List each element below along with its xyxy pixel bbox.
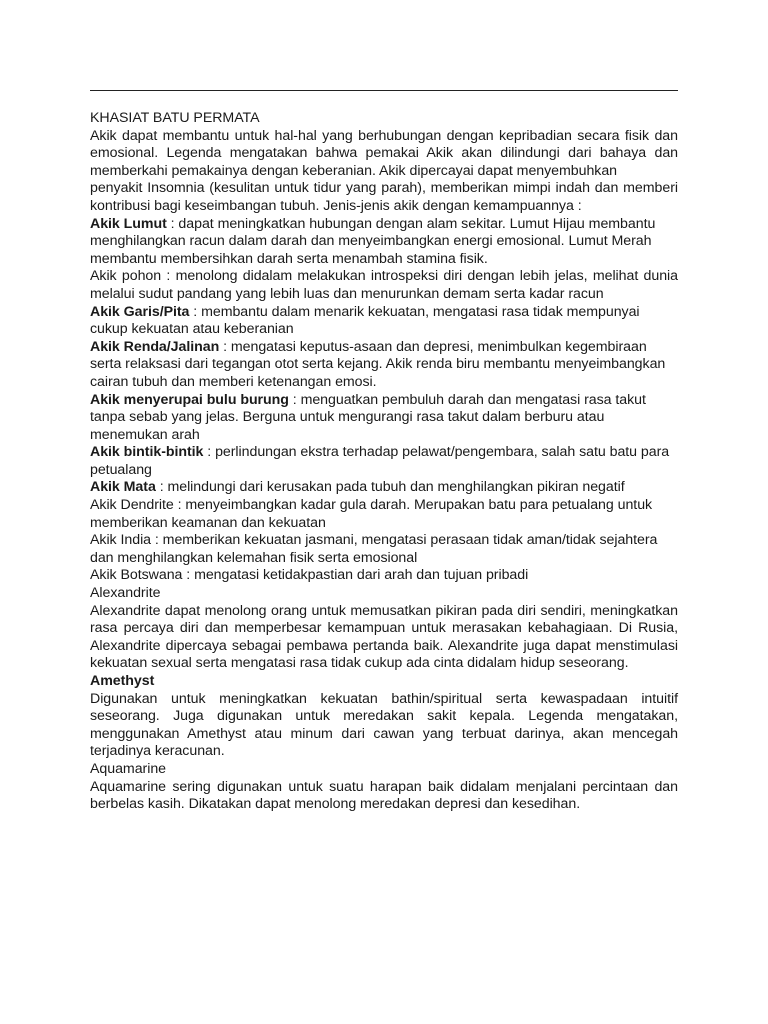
- paragraph-amethyst: Digunakan untuk meningkatkan kekuatan bathin/spiritual serta kewaspadaan intuitif seseorang. Juga digunakan untuk meredakan sakit kepala. Legenda mengatakan, menggunakan Amethyst atau minum dari cawan yang terbuat darinya, akan mencegah terjadinya keracunan.: [90, 690, 678, 760]
- paragraph-akik-bulu-burung: [90, 392, 678, 445]
- paragraph-akik-garis: [90, 304, 678, 339]
- term-akik-lumut: Akik Lumut: [90, 215, 167, 232]
- paragraph-akik-botswana: Akik Botswana : mengatasi ketidakpastian dari arah dan tujuan pribadi: [90, 567, 529, 584]
- desc-akik-mata: : melindungi dari kerusakan pada tubuh dan menghilangkan pikiran negatif: [155, 479, 625, 496]
- paragraph-akik-pohon: Akik pohon : menolong didalam melakukan introspeksi diri dengan lebih jelas, melihat dunia melalui sudut pandang yang lebih luas dan menurunkan demam serta kadar racun: [90, 268, 678, 302]
- term-akik-bulu-burung: Akik menyerupai bulu burung: [90, 391, 289, 408]
- heading-amethyst: Amethyst: [90, 673, 155, 689]
- term-akik-mata: Akik Mata: [90, 479, 156, 496]
- heading-aquamarine: Aquamarine: [90, 760, 167, 777]
- paragraph-akik-india: Akik India : memberikan kekuatan jasmani, mengatasi perasaan tidak aman/tidak sejahtera dan menghilangkan kelemahan fisik serta emosional: [90, 532, 658, 566]
- paragraph-akik-lumut: [90, 216, 678, 269]
- desc-akik-renda: : mengatasi keputus-asaan dan depresi, menimbulkan kegembiraan serta relaksasi dari tegangan otot serta kejang. Akik renda biru membantu menyeimbangkan cairan tubuh dan memberi ketenangan emosi.: [90, 338, 666, 390]
- term-akik-bintik: Akik bintik-bintik: [90, 444, 204, 461]
- term-akik-renda: Akik Renda/Jalinan: [90, 338, 220, 355]
- header-rule: [90, 90, 678, 91]
- desc-akik-lumut: : dapat meningkatkan hubungan dengan alam sekitar. Lumut Hijau membantu menghilangkan racun dalam darah dan menyeimbangkan energi emosional. Lumut Merah membantu membersihkan darah serta menambah stamina fisik.: [90, 215, 656, 267]
- paragraph-akik-intro: Akik dapat membantu untuk hal-hal yang berhubungan dengan kepribadian secara fisik dan emosional. Legenda mengatakan bahwa pemakai Akik akan dilindungi dari bahaya dan memberkahi pemakainya dengan keberanian. Akik dipercayai dapat menyembuhkan: [90, 127, 678, 179]
- desc-akik-bintik: : perlindungan ekstra terhadap pelawat/pengembara, salah satu batu para petualang: [90, 444, 670, 478]
- term-akik-garis: Akik Garis/Pita: [90, 303, 190, 320]
- paragraph-akik-intro-cont: penyakit Insomnia (kesulitan untuk tidur yang parah), memberikan mimpi indah dan memberi kontribusi bagi keseimbangan tubuh. Jenis-jenis akik dengan kemampuannya :: [90, 180, 678, 214]
- paragraph-aquamarine: Aquamarine sering digunakan untuk suatu harapan baik didalam menjalani percintaan dan berbelas kasih. Dikatakan dapat menolong meredakan depresi dan kesedihan.: [90, 778, 678, 813]
- document-body: [90, 110, 678, 814]
- desc-akik-garis: : membantu dalam menarik kekuatan, mengatasi rasa tidak mempunyai cukup kekuatan atau keberanian: [90, 303, 640, 338]
- paragraph-akik-bintik: [90, 444, 678, 479]
- heading-alexandrite: Alexandrite: [90, 585, 161, 602]
- paragraph-akik-dendrite: Akik Dendrite : menyeimbangkan kadar gula darah. Merupakan batu para petualang untuk memberikan keamanan dan kekuatan: [90, 497, 653, 531]
- paragraph-akik-mata: [90, 479, 678, 497]
- paragraph-alexandrite: Alexandrite dapat menolong orang untuk memusatkan pikiran pada diri sendiri, meningkatkan rasa percaya diri dan memperbesar kemampuan untuk merasakan kebahagiaan. Di Rusia, Alexandrite dipercaya sebagai pembawa pertanda baik. Alexandrite juga dapat menstimulasi kekuatan sexual serta mengatasi rasa tidak cukup ada cinta didalam hidup seseorang.: [90, 602, 678, 672]
- desc-akik-bulu-burung: : menguatkan pembuluh darah dan mengatasi rasa takut tanpa sebab yang jelas. Berguna untuk mengurangi rasa takut dalam berburu atau menemukan arah: [90, 391, 646, 443]
- paragraph-akik-renda: [90, 339, 678, 392]
- document-title: KHASIAT BATU PERMATA: [90, 110, 260, 126]
